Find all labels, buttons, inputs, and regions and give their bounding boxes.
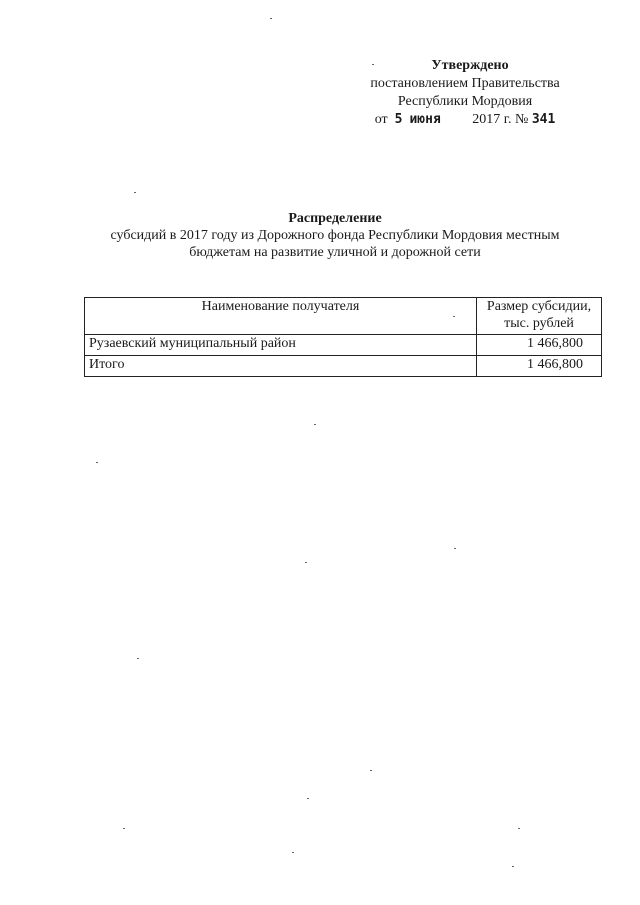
document-title xyxy=(70,210,600,261)
scan-speck xyxy=(134,192,136,193)
approval-stamp xyxy=(350,57,580,129)
distribution-table xyxy=(84,297,602,377)
scan-speck xyxy=(314,424,316,425)
title-line-2: бюджетам на развитие уличной и дорожной сети xyxy=(189,245,481,260)
approval-date-line xyxy=(350,111,580,129)
scan-speck xyxy=(137,658,139,659)
scan-speck xyxy=(518,828,520,829)
scan-speck xyxy=(305,562,307,563)
header-recipient-name: Наименование получателя xyxy=(85,298,477,335)
date-prefix: от xyxy=(374,112,388,127)
scan-speck xyxy=(123,828,125,829)
header-subsidy-amount xyxy=(477,298,602,335)
scan-speck xyxy=(453,316,455,317)
approval-heading: Утверждено xyxy=(431,58,509,73)
table-header-row xyxy=(85,298,602,335)
scan-speck xyxy=(307,798,309,799)
scan-speck xyxy=(372,64,374,65)
date-day: 5 xyxy=(394,112,403,127)
table-row xyxy=(85,335,602,356)
title-line-1: субсидий в 2017 году из Дорожного фонда Республики Мордовия местным xyxy=(110,228,560,243)
resolution-number: 341 xyxy=(531,112,556,127)
scan-speck xyxy=(96,462,98,463)
scan-speck xyxy=(454,548,456,549)
date-year: 2017 г. № xyxy=(472,112,529,127)
scan-speck xyxy=(512,866,514,867)
date-month: июня xyxy=(409,112,441,127)
approval-line-1: постановлением Правительства xyxy=(370,76,560,91)
subsidy-amount: 1 466,800 xyxy=(477,335,602,356)
scan-speck xyxy=(292,852,294,853)
header-amount-line-1: Размер субсидии, xyxy=(486,299,592,314)
table-row-total xyxy=(85,356,602,377)
total-label: Итого xyxy=(85,356,477,377)
scan-speck xyxy=(370,770,372,771)
approval-line-2: Республики Мордовия xyxy=(397,94,533,109)
scan-speck xyxy=(270,18,272,19)
total-amount: 1 466,800 xyxy=(477,356,602,377)
header-amount-line-2: тыс. рублей xyxy=(504,316,574,331)
recipient-name: Рузаевский муниципальный район xyxy=(85,335,477,356)
title-heading: Распределение xyxy=(288,211,382,226)
